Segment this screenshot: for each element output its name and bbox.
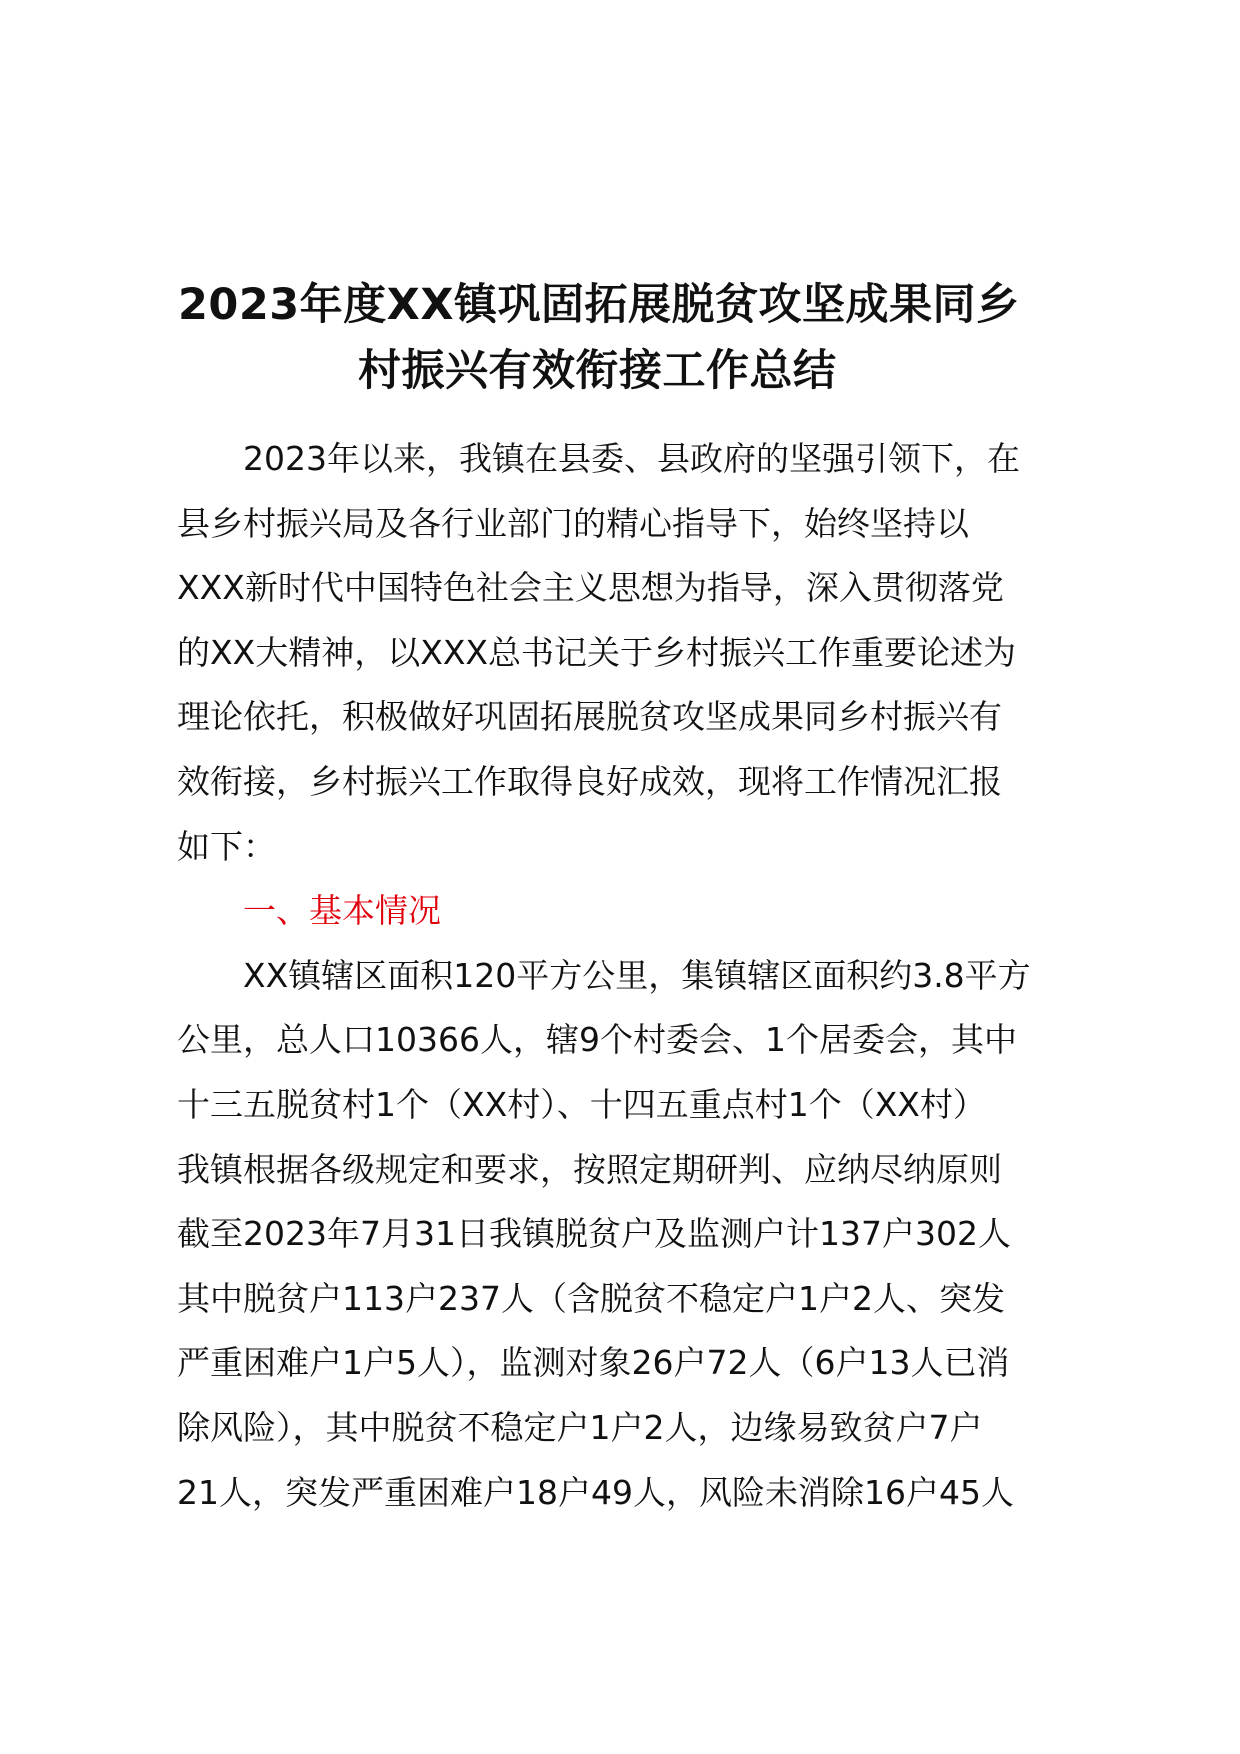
intro-paragraph-line: XXX新时代中国特色社会主义思想为指导，深入贯彻落党 (177, 568, 1004, 608)
intro-paragraph-line: 如下： (177, 826, 276, 866)
section-paragraph-line: 公里，总人口10366人，辖9个村委会、1个居委会，其中 (177, 1020, 1017, 1060)
document-title (150, 272, 1110, 404)
intro-paragraph-line: 效衔接，乡村振兴工作取得良好成效，现将工作情况汇报 (177, 761, 1002, 801)
intro-paragraph-line: 理论依托，积极做好巩固拓展脱贫攻坚成果同乡村振兴有 (177, 697, 1002, 737)
document-body (177, 427, 1117, 1525)
section-paragraph-line: XX镇辖区面积120平方公里，集镇辖区面积约3.8平方 (243, 955, 1031, 995)
section-paragraph-line: 除风险），其中脱贫不稳定户1户2人，边缘易致贫户7户 (177, 1407, 983, 1447)
title-line-2: 村振兴有效衔接工作总结 (358, 346, 837, 396)
section-paragraph-line: 我镇根据各级规定和要求，按照定期研判、应纳尽纳原则 (177, 1149, 1002, 1189)
intro-paragraph-line: 县乡村振兴局及各行业部门的精心指导下，始终坚持以 (177, 503, 969, 543)
section-paragraph-line: 截至2023年7月31日我镇脱贫户及监测户计137户302人 (177, 1214, 1011, 1254)
title-line-1: 2023年度XX镇巩固拓展脱贫攻坚成果同乡 (178, 280, 1020, 330)
section-paragraph-line: 其中脱贫户113户237人（含脱贫不稳定户1户2人、突发 (177, 1278, 1005, 1318)
section-paragraph-line: 严重困难户1户5人），监测对象26户72人（6户13人已消 (177, 1343, 1010, 1383)
intro-paragraph-line: 2023年以来，我镇在县委、县政府的坚强引领下，在 (243, 439, 1020, 478)
section-paragraph-line: 十三五脱贫村1个（XX村）、十四五重点村1个（XX村） (177, 1084, 986, 1124)
intro-paragraph-line: 的XX大精神，以XXX总书记关于乡村振兴工作重要论述为 (177, 632, 1017, 672)
section-paragraph-line: 21人，突发严重困难户18户49人，风险未消除16户45人 (177, 1472, 1014, 1512)
section-heading-basic-info: 一、基本情况 (243, 891, 441, 931)
